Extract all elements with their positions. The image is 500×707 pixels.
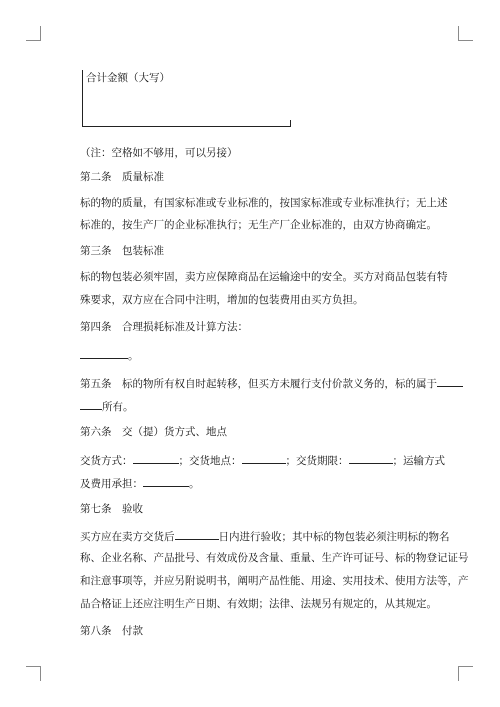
blank-line xyxy=(175,528,219,540)
article-4-heading: 第四条 合理损耗标准及计算方法： xyxy=(80,321,248,333)
article-6-line-2: 及费用承担： 。 xyxy=(80,475,200,491)
crop-mark-top-right xyxy=(458,26,473,41)
text-cursor xyxy=(82,95,83,110)
article-7-heading: 第七条 验收 xyxy=(80,503,143,515)
crop-mark-bottom-right xyxy=(458,666,473,681)
article-7-line-2: 称、企业名称、产品批号、有效成份及含量、重量、生产许可证号、标的物登记证号 xyxy=(80,552,469,564)
table-bottom-border xyxy=(82,126,291,127)
blank-line xyxy=(143,475,189,487)
article-2-line-1: 标的物的质量，有国家标准或专业标准的，按国家标准或专业标准执行；无上述 xyxy=(80,197,448,209)
article-3-heading: 第三条 包装标准 xyxy=(80,245,164,257)
article-7-line-4: 品合格证上还应注明生产日期、有效期；法律、法规另有规定的，从其规定。 xyxy=(80,598,437,610)
note: （注：空格如不够用，可以另接） xyxy=(80,147,238,159)
table-right-border xyxy=(290,120,291,127)
article-6-line-1: 交货方式： ；交货地点： ；交货期限： ；运输方式 xyxy=(80,452,445,468)
blank-line xyxy=(437,375,463,387)
article-3-line-1: 标的物包装必须牢固，卖方应保障商品在运输途中的安全。买方对商品包装有特 xyxy=(80,271,448,283)
blank-line xyxy=(80,398,102,410)
article-2-heading: 第二条 质量标准 xyxy=(80,171,164,183)
blank-line xyxy=(133,452,179,464)
blank-line xyxy=(80,347,128,359)
article-7-line-1: 买方应在卖方交货后 日内进行验收；其中标的物包装必须注明标的物名 xyxy=(80,528,450,544)
article-6-heading: 第六条 交（提）货方式、地点 xyxy=(80,426,227,438)
blank-line xyxy=(242,452,286,464)
crop-mark-top-left xyxy=(26,26,41,41)
total-amount-label: 合计金额（大写） xyxy=(86,72,170,84)
article-8-heading: 第八条 付款 xyxy=(80,625,143,637)
crop-mark-bottom-left xyxy=(26,666,41,681)
article-5-line-1: 第五条 标的物所有权自时起转移，但买方未履行支付价款义务的，标的属于 xyxy=(80,375,463,391)
article-5-line-2: 所有。 xyxy=(80,398,134,414)
article-4-fill-line: 。 xyxy=(80,347,139,363)
blank-line xyxy=(349,452,393,464)
article-7-line-3: 和注意事项等，并应另附说明书，阐明产品性能、用途、实用技术、使用方法等，产 xyxy=(80,575,469,587)
article-3-line-2: 殊要求，双方应在合同中注明，增加的包装费用由买方负担。 xyxy=(80,294,364,306)
article-2-line-2: 标准的，按生产厂的企业标准执行；无生产厂企业标准的，由双方协商确定。 xyxy=(80,219,437,231)
